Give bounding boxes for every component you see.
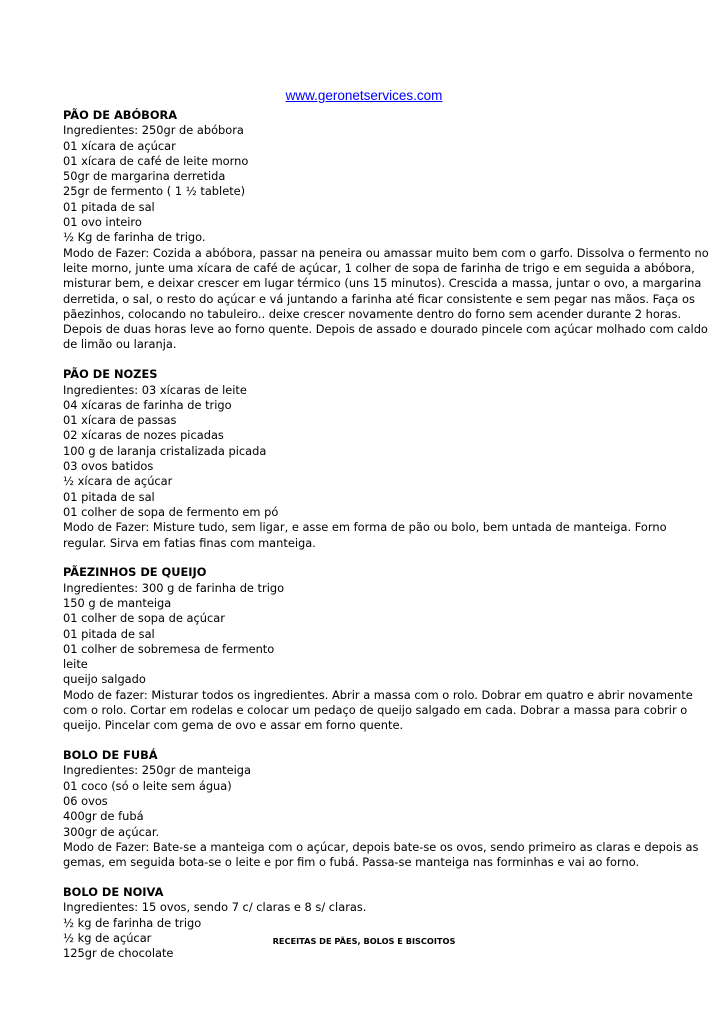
recipe-line: derretida, o sal, o resto do açúcar e vá juntando a farinha até ficar consistente e sem pegar nas mãos. Faça os — [63, 291, 695, 306]
recipe-line: 01 pitada de sal — [63, 489, 155, 504]
recipe-line: 400gr de fubá — [63, 809, 144, 824]
recipe-line: 01 pitada de sal — [63, 626, 155, 641]
recipe-section — [63, 885, 669, 961]
recipe-line: 04 xícaras de farinha de trigo — [63, 397, 232, 412]
section-spacer — [63, 734, 669, 749]
recipe-line: 150 g de manteiga — [63, 595, 172, 610]
site-link[interactable]: www.geronetservices.com — [285, 88, 443, 103]
recipe-line: ½ Kg de farinha de trigo. — [63, 230, 206, 245]
recipe-line: 03 ovos batidos — [63, 459, 154, 474]
recipe-title: PÃO DE NOZES — [63, 367, 158, 382]
recipe-line: ½ xícara de açúcar — [63, 474, 173, 489]
recipe-line: 300gr de açúcar. — [63, 824, 160, 839]
recipe-content — [63, 108, 709, 961]
recipe-line: 100 g de laranja cristalizada picada — [63, 443, 267, 458]
recipe-line: 50gr de margarina derretida — [63, 169, 226, 184]
recipe-line: de limão ou laranja. — [63, 337, 177, 352]
recipe-line: Ingredientes: 250gr de abóbora — [63, 123, 244, 138]
recipe-line: Modo de Fazer: Bate-se a manteiga com o açúcar, depois bate-se os ovos, sendo primeiro as claras e depois as — [63, 839, 699, 854]
recipe-line: 01 pitada de sal — [63, 199, 155, 214]
recipe-line: Modo de fazer: Misturar todos os ingredientes. Abrir a massa com o rolo. Dobrar em quatro e abrir novamente — [63, 687, 693, 702]
recipe-line: Modo de Fazer: Misture tudo, sem ligar, e asse em forma de pão ou bolo, bem untada de manteiga. Forno — [63, 520, 667, 535]
recipe-line: pãezinhos, colocando no tabuleiro.. deixe crescer novamente dentro do forno sem acender durante 2 horas. — [63, 306, 682, 321]
recipe-line: gemas, em seguida bota-se o leite e por fim o fubá. Passa-se manteiga nas forminhas e vai ao forno. — [63, 855, 640, 870]
recipe-line: 25gr de fermento ( 1 ½ tablete) — [63, 184, 246, 199]
recipe-line: misturar bem, e deixar crescer em lugar térmico (uns 15 minutos). Crescida a massa, juntar o ovo, a margarina — [63, 276, 702, 291]
recipe-line: 01 colher de sopa de fermento em pó — [63, 504, 279, 519]
recipe-line: queijo. Pincelar com gema de ovo e assar em forno quente. — [63, 718, 404, 733]
recipe-line: Ingredientes: 250gr de manteiga — [63, 763, 252, 778]
recipe-section — [63, 108, 709, 353]
recipe-section — [63, 367, 669, 551]
recipe-line: 01 ovo inteiro — [63, 215, 142, 230]
recipe-line: 01 colher de sopa de açúcar — [63, 611, 225, 626]
page-footer: RECEITAS DE PÃES, BOLOS E BISCOITOS — [272, 936, 456, 946]
recipe-line: com o rolo. Cortar em rodelas e colocar um pedaço de queijo salgado em cada. Dobrar a massa para cobrir o — [63, 702, 688, 717]
recipe-line: leite — [63, 657, 88, 672]
recipe-line: 01 coco (só o leite sem água) — [63, 778, 232, 793]
recipe-section — [63, 748, 699, 870]
recipe-line: Ingredientes: 03 xícaras de leite — [63, 382, 247, 397]
recipe-line: 02 xícaras de nozes picadas — [63, 428, 224, 443]
recipe-title: BOLO DE FUBÁ — [63, 748, 158, 763]
recipe-section — [63, 565, 693, 733]
recipe-line: ½ kg de açúcar — [63, 930, 152, 945]
section-spacer — [63, 870, 669, 885]
recipe-title: PÃO DE ABÓBORA — [63, 108, 178, 122]
recipe-line: 01 xícara de açúcar — [63, 138, 176, 153]
section-spacer — [63, 551, 669, 566]
recipe-title: PÃEZINHOS DE QUEIJO — [63, 565, 207, 580]
recipe-line: 01 xícara de passas — [63, 413, 177, 428]
section-spacer — [63, 353, 669, 368]
recipe-line: 125gr de chocolate — [63, 946, 174, 961]
recipe-line: 01 xícara de café de leite morno — [63, 153, 249, 168]
recipe-line: 01 colher de sobremesa de fermento — [63, 641, 275, 656]
recipe-line: Ingredientes: 15 ovos, sendo 7 c/ claras e 8 s/ claras. — [63, 900, 367, 915]
recipe-line: 06 ovos — [63, 793, 108, 808]
recipe-line: Modo de Fazer: Cozida a abóbora, passar na peneira ou amassar muito bem com o garfo. Dissolva o fermento no — [63, 245, 709, 260]
recipe-line: Depois de duas horas leve ao forno quente. Depois de assado e dourado pincele com açúcar molhado com caldo — [63, 322, 708, 337]
recipe-line: ½ kg de farinha de trigo — [63, 915, 202, 930]
recipe-title: BOLO DE NOIVA — [63, 884, 164, 899]
recipe-line: Ingredientes: 300 g de farinha de trigo — [63, 580, 285, 595]
recipe-line: queijo salgado — [63, 672, 146, 687]
recipe-line: regular. Sirva em fatias finas com manteiga. — [63, 535, 316, 550]
recipe-line: leite morno, junte uma xícara de café de açúcar, 1 colher de sopa de farinha de trigo e em seguida a abóbora, — [63, 260, 695, 275]
